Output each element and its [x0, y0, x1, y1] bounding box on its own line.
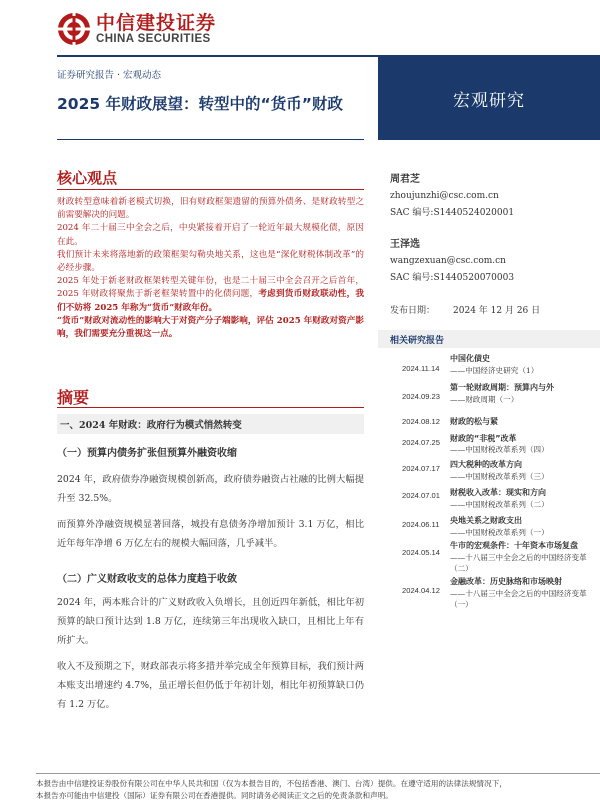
logo-english-name: CHINA SECURITIES [96, 32, 211, 45]
footer-line: 本报告由中信建投证券股份有限公司在中华人民共和国（仅为本报告目的，不包括香港、澳门、台湾）提供。在遵守适用的法律法规情况下， [36, 779, 507, 788]
footer-divider [36, 773, 600, 774]
report-title[interactable]: 财税收入改革：现实和方向 [450, 488, 546, 497]
body-paragraph: 收入不及预期之下，财政部表示将多措并举完成全年预算目标，我们预计两本账支出增速约 4.7%，虽正增长但仍低于年初计划，相比年初预算缺口仍有 1.2 万亿。 [57, 661, 364, 710]
company-logo [57, 9, 216, 49]
body-paragraph: 而预算外净融资规模显著回落，城投有息债务净增加预计 3.1 万亿，相比近年每年净增 6 万亿左右的规模大幅回落，几乎减半。 [57, 519, 364, 549]
report-series: 证券研究报告 · 宏观动态 [57, 70, 162, 81]
category-label: 宏观研究 [453, 90, 525, 111]
page-title: 2025 年财政展望：转型中的“货币”财政 [57, 95, 343, 113]
analyst-email: wangzexuan@csc.com.cn [390, 256, 506, 266]
analyst-name: 王泽选 [390, 239, 420, 250]
report-subtitle: ——中国财税改革系列（四） [450, 445, 549, 454]
report-title[interactable]: 财政的松与紧 [450, 417, 498, 426]
core-viewpoints-body [57, 196, 364, 341]
subsection-heading: （一）预算内债务扩张但预算外融资收缩 [57, 448, 237, 459]
china-securities-logo-icon [57, 12, 91, 46]
report-title[interactable]: 中国化债史 [450, 354, 490, 363]
report-title[interactable]: 第一轮财政周期：预算内与外 [450, 383, 554, 392]
report-title[interactable]: 财政的“非税”改革 [450, 434, 517, 443]
analyst-email: zhoujunzhi@csc.com.cn [390, 191, 499, 201]
core-paragraph: 财政转型意味着新老模式切换，旧有财政框架遗留的预算外债务、是财政转型之前需要解决的问题。 [57, 197, 364, 221]
logo-chinese-name: 中信建投证券 [96, 11, 217, 34]
analyst-block [390, 170, 590, 220]
core-viewpoints-heading: 核心观点 [57, 169, 118, 187]
core-paragraph-text: 2025 年处于新老财政框架转型关键年份，也是二十届三中全会召开之后首年，2025 年财政将聚焦于新老框架转置中的化债问题， [57, 276, 364, 300]
core-paragraph: “货币”财政对流动性的影响大于对资产分子端影响，评估 2025 年财政对资产影响，我们需要充分重视这一点。 [57, 315, 364, 340]
publish-date-value: 2024 年 12 月 26 日 [453, 306, 541, 316]
analyst-sac: SAC 编号:S1440524020001 [390, 208, 515, 218]
related-reports-heading-bar [378, 330, 600, 348]
footer-disclaimer [36, 778, 600, 800]
report-date: 2024.07.01 [402, 491, 441, 500]
publish-date-label: 发布日期： [390, 306, 436, 316]
report-title[interactable]: 金融改革：历史脉络和市场映射 [450, 577, 562, 586]
report-subtitle: ——十八届三中全会之后的中国经济变革（一） [450, 589, 587, 609]
report-date: 2024.08.12 [402, 417, 441, 426]
report-title[interactable]: 四大税种的改革方向 [450, 460, 522, 469]
core-paragraph: 我们预计未来将落地新的政策框架勾勒央地关系，这也是“深化财税体制改革”的必经步骤。 [57, 249, 364, 274]
related-reports-heading: 相关研究报告 [390, 335, 445, 346]
report-title[interactable]: 牛市的宏观条件：十年资本市场复盘 [450, 541, 578, 550]
section-heading: 一、2024 年财政：政府行为模式悄然转变 [60, 420, 242, 431]
report-date: 2024.05.14 [402, 548, 441, 557]
report-date: 2024.09.23 [402, 392, 441, 401]
report-date: 2024.11.14 [402, 364, 440, 373]
abstract-divider [57, 407, 364, 408]
title-divider [57, 139, 364, 140]
report-subtitle: ——中国经济史研究（1） [450, 366, 539, 375]
body-paragraph: 2024 年，两本账合计的广义财政收入负增长，且创近四年新低，相比年初预算的缺口预计达到 1.8 万亿，连续第三年出现收入缺口，且相比上年有所扩大。 [57, 597, 364, 646]
subsection-heading: （二）广义财政收支的总体力度趋于收敛 [57, 574, 237, 585]
report-subtitle: ——十八届三中全会之后的中国经济变革（二） [450, 553, 587, 573]
core-paragraph: 2024 年二十届三中全会之后，中央紧接着开启了一轮近年最大规模化债，原因在此。 [57, 223, 364, 247]
report-date: 2024.07.25 [402, 438, 441, 447]
report-subtitle: ——中国财税改革系列（三） [450, 472, 549, 481]
core-paragraph [57, 275, 364, 315]
report-subtitle: ——财政周期（一） [450, 395, 519, 404]
body-paragraph: 2024 年，政府债券净融资规模创新高，政府债券融资占社融的比例大幅提升至 32.5%。 [57, 474, 364, 504]
report-date: 2024.07.17 [402, 464, 441, 473]
footer-line: 本报告亦可能由中信建投（国际）证券有限公司在香港提供。同时请务必阅读正文之后的免责条款和声明。 [36, 791, 393, 800]
analyst-block [390, 235, 590, 285]
category-banner [378, 56, 600, 140]
report-subtitle: ——中国财税改革系列（一） [450, 528, 549, 537]
report-title[interactable]: 央地关系之财政支出 [450, 516, 522, 525]
publish-date [390, 303, 590, 316]
abstract-heading: 摘要 [57, 388, 90, 407]
core-divider [57, 189, 364, 190]
section-heading-bar [57, 414, 364, 434]
report-date: 2024.06.11 [402, 520, 440, 529]
analyst-name: 周君芝 [390, 174, 420, 185]
report-date: 2024.04.12 [402, 586, 441, 595]
report-subtitle: ——中国财税改革系列（二） [450, 500, 549, 509]
core-paragraph-bold: 考虑到货币财政联动性，我们不妨将 2025 年称为“货币”财政年份。 [57, 289, 364, 313]
analyst-sac: SAC 编号:S1440520070003 [390, 273, 515, 283]
